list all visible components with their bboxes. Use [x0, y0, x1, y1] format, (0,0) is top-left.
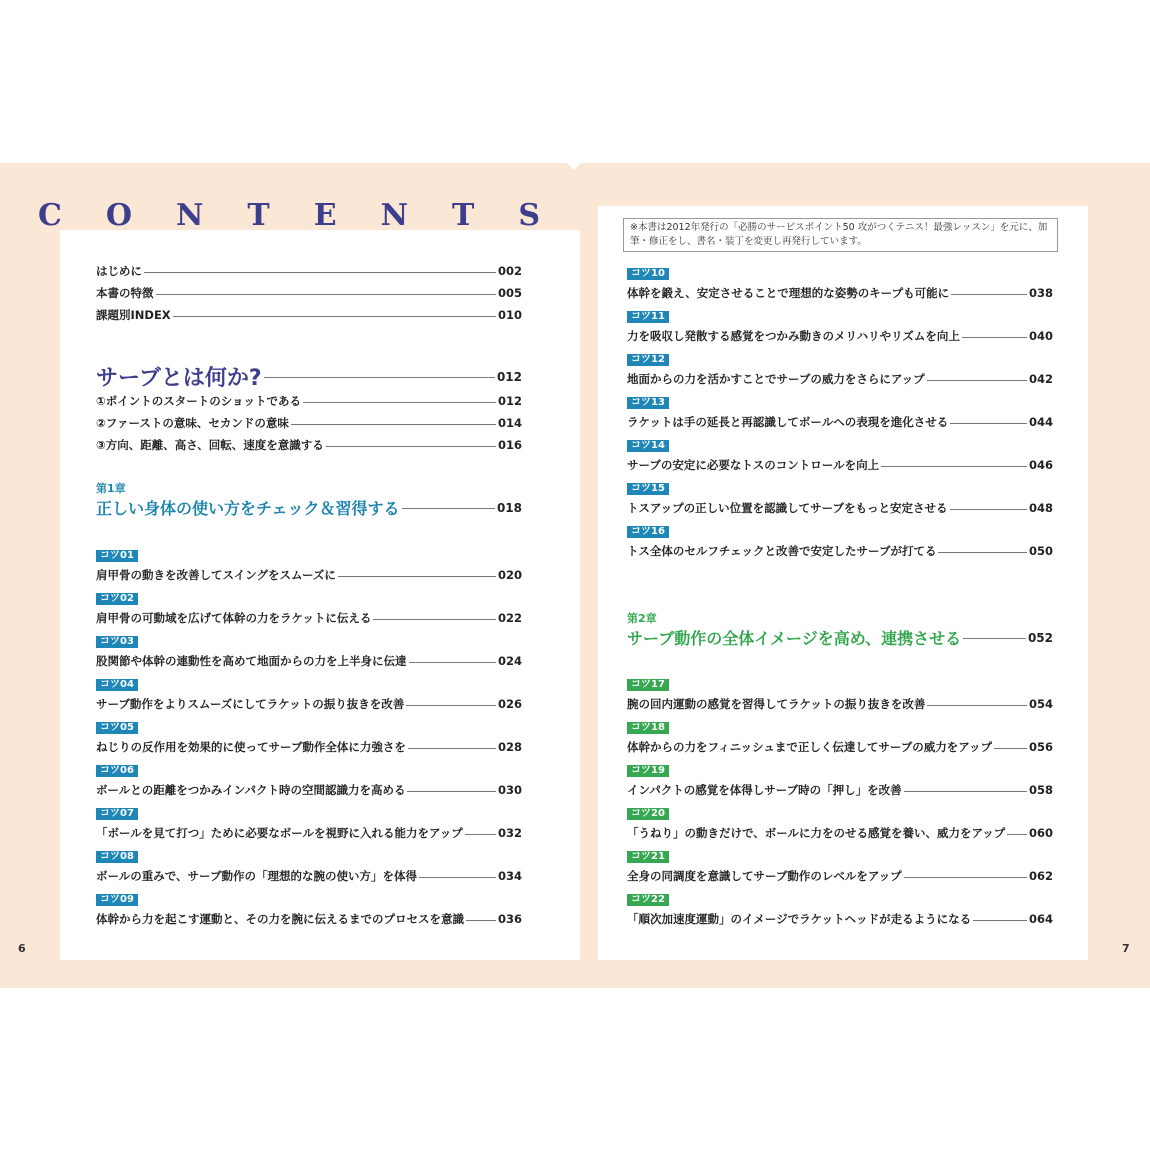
toc-entry[interactable]: トスアップの正しい位置を認識してサーブをもっと安定させる 048 — [627, 501, 1053, 515]
leader-line — [904, 791, 1027, 792]
leader-line — [326, 446, 496, 447]
kotsu-tag: コツ13 — [627, 397, 669, 409]
kotsu-tag: コツ11 — [627, 311, 669, 323]
leader-line — [373, 619, 496, 620]
toc-entry[interactable]: 股関節や体幹の連動性を高めて地面からの力を上半身に伝達 024 — [96, 654, 522, 668]
toc-entry[interactable]: トス全体のセルフチェックと改善で安定したサーブが打てる 050 — [627, 544, 1053, 558]
toc-entry[interactable]: 体幹からの力をフィニッシュまで正しく伝達してサーブの威力をアップ 056 — [627, 740, 1053, 754]
toc-entry[interactable]: 体幹から力を起こす運動と、その力を腕に伝えるまでのプロセスを意識 036 — [96, 912, 522, 926]
leader-line — [303, 402, 496, 403]
leader-line — [465, 834, 496, 835]
kotsu-tag: コツ08 — [96, 851, 138, 863]
toc-entry[interactable]: はじめに 002 — [96, 264, 522, 278]
leader-line — [950, 509, 1027, 510]
kotsu-tag: コツ20 — [627, 808, 669, 820]
leader-line — [419, 877, 496, 878]
toc-section-heading[interactable]: サーブとは何か? 012 — [96, 366, 522, 391]
kotsu-tag: コツ19 — [627, 765, 669, 777]
toc-entry[interactable]: 体幹を鍛え、安定させることで理想的な姿勢のキープも可能に 038 — [627, 286, 1053, 300]
leader-line — [144, 272, 496, 273]
leader-line — [973, 920, 1027, 921]
kotsu-tag: コツ10 — [627, 268, 669, 280]
kotsu-tag: コツ22 — [627, 894, 669, 906]
leader-line — [466, 920, 496, 921]
leader-line — [904, 877, 1027, 878]
toc-entry[interactable]: ①ポイントのスタートのショットである 012 — [96, 394, 522, 408]
toc-entry[interactable]: ラケットは手の延長と再認識してボールへの表現を進化させる 044 — [627, 415, 1053, 429]
leader-line — [1007, 834, 1027, 835]
kotsu-tag: コツ21 — [627, 851, 669, 863]
toc-entry[interactable]: 本書の特徴 005 — [96, 286, 522, 300]
toc-entry[interactable]: 「ボールを見て打つ」ために必要なボールを視野に入れる能力をアップ 032 — [96, 826, 522, 840]
left-page-panel — [60, 230, 580, 960]
toc-entry[interactable]: ③方向、距離、高さ、回転、速度を意識する 016 — [96, 438, 522, 452]
toc-entry[interactable]: 全身の同調度を意識してサーブ動作のレベルをアップ 062 — [627, 869, 1053, 883]
leader-line — [406, 705, 496, 706]
toc-entry[interactable]: ボールとの距離をつかみインパクト時の空間認識力を高める 030 — [96, 783, 522, 797]
kotsu-tag: コツ17 — [627, 679, 669, 691]
kotsu-tag: コツ04 — [96, 679, 138, 691]
kotsu-tag: コツ12 — [627, 354, 669, 366]
chapter-number: 第2章 — [627, 612, 657, 625]
toc-chapter-heading[interactable]: サーブ動作の全体イメージを高め、連携させる 052 — [627, 629, 1053, 648]
leader-line — [927, 705, 1027, 706]
leader-line — [156, 294, 496, 295]
toc-entry[interactable]: サーブ動作をよりスムーズにしてラケットの振り抜きを改善 026 — [96, 697, 522, 711]
leader-line — [409, 662, 496, 663]
toc-entry[interactable]: サーブの安定に必要なトスのコントロールを向上 046 — [627, 458, 1053, 472]
toc-entry[interactable]: 肩甲骨の動きを改善してスイングをスムーズに 020 — [96, 568, 522, 582]
toc-entry[interactable]: 力を吸収し発散する感覚をつかみ動きのメリハリやリズムを向上 040 — [627, 329, 1053, 343]
leader-line — [291, 424, 496, 425]
kotsu-tag: コツ01 — [96, 550, 138, 562]
kotsu-tag: コツ15 — [627, 483, 669, 495]
kotsu-tag: コツ18 — [627, 722, 669, 734]
leader-line — [927, 380, 1027, 381]
leader-line — [402, 508, 495, 509]
leader-line — [994, 748, 1027, 749]
right-page-panel — [598, 206, 1088, 960]
toc-chapter-heading[interactable]: 正しい身体の使い方をチェック＆習得する 018 — [96, 499, 522, 518]
toc-entry[interactable]: ②ファーストの意味、セカンドの意味 014 — [96, 416, 522, 430]
leader-line — [938, 552, 1027, 553]
kotsu-tag: コツ06 — [96, 765, 138, 777]
leader-line — [951, 294, 1027, 295]
page-number-right: 7 — [1122, 942, 1130, 955]
leader-line — [407, 791, 496, 792]
toc-entry[interactable]: 腕の回内運動の感覚を習得してラケットの振り抜きを改善 054 — [627, 697, 1053, 711]
kotsu-tag: コツ09 — [96, 894, 138, 906]
leader-line — [408, 748, 496, 749]
kotsu-tag: コツ14 — [627, 440, 669, 452]
toc-entry[interactable]: 地面からの力を活かすことでサーブの威力をさらにアップ 042 — [627, 372, 1053, 386]
toc-entry[interactable]: 肩甲骨の可動域を広げて体幹の力をラケットに伝える 022 — [96, 611, 522, 625]
kotsu-tag: コツ03 — [96, 636, 138, 648]
kotsu-tag: コツ05 — [96, 722, 138, 734]
toc-entry[interactable]: 「順次加速度運動」のイメージでラケットヘッドが走るようになる 064 — [627, 912, 1053, 926]
contents-title: CONTENTS — [38, 198, 585, 233]
toc-entry[interactable]: ボールの重みで、サーブ動作の「理想的な腕の使い方」を体得 034 — [96, 869, 522, 883]
leader-line — [881, 466, 1027, 467]
toc-entry[interactable]: 「うねり」の動きだけで、ボールに力をのせる感覚を養い、威力をアップ 060 — [627, 826, 1053, 840]
kotsu-tag: コツ16 — [627, 526, 669, 538]
page-number-left: 6 — [18, 942, 26, 955]
toc-entry[interactable]: 課題別INDEX 010 — [96, 308, 522, 322]
leader-line — [950, 423, 1027, 424]
leader-line — [173, 316, 496, 317]
leader-line — [963, 638, 1026, 639]
kotsu-tag: コツ02 — [96, 593, 138, 605]
kotsu-tag: コツ07 — [96, 808, 138, 820]
leader-line — [264, 377, 495, 378]
toc-entry[interactable]: ねじりの反作用を効果的に使ってサーブ動作全体に力強さを 028 — [96, 740, 522, 754]
leader-line — [962, 337, 1027, 338]
chapter-number: 第1章 — [96, 482, 126, 495]
leader-line — [338, 576, 496, 577]
republish-note: ※本書は2012年発行の「必勝のサービスポイント50 攻がつくテニス！最強レッスン」を元に、加筆・修正をし、書名・装丁を変更し再発行しています。 — [623, 218, 1058, 252]
toc-entry[interactable]: インパクトの感覚を体得しサーブ時の「押し」を改善 058 — [627, 783, 1053, 797]
binding-notch — [564, 160, 584, 170]
